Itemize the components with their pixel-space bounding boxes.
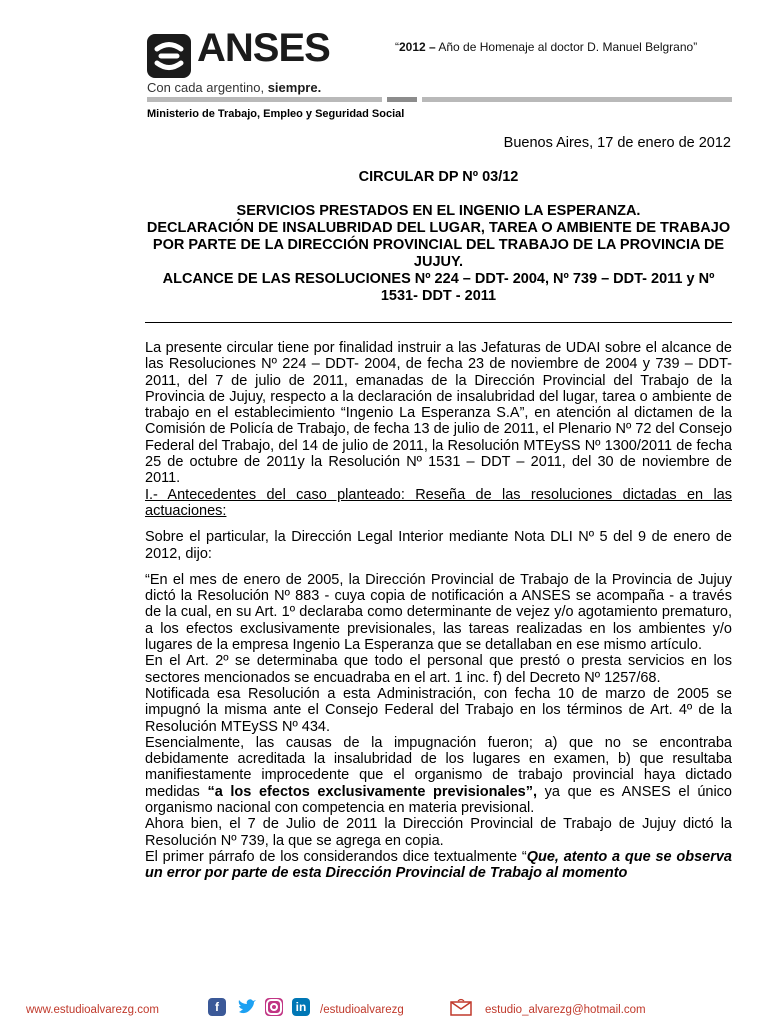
- ministry-name: Ministerio de Trabajo, Empleo y Seguridad Social: [147, 108, 405, 120]
- mail-icon: [450, 998, 472, 1016]
- social-handle[interactable]: /estudioalvarezg: [320, 1004, 404, 1016]
- anses-logo-icon: [147, 34, 191, 78]
- circular-number: CIRCULAR DP Nº 03/12: [358, 169, 519, 185]
- paragraph-resolution-739: Ahora bien, el 7 de Julio de 2011 la Dirección Provincial de Trabajo de Jujuy dictó la Resolución Nº 739, la que se agrega en copia.: [145, 816, 732, 849]
- linkedin-icon[interactable]: in: [292, 998, 310, 1016]
- divider: [145, 322, 732, 323]
- header-color-bars: [147, 97, 732, 102]
- document-date: Buenos Aires, 17 de enero de 2012: [503, 135, 731, 151]
- slogan: Con cada argentino, siempre.: [147, 80, 322, 95]
- website-link[interactable]: www.estudioalvarezg.com: [26, 1004, 159, 1016]
- twitter-icon[interactable]: [237, 998, 255, 1016]
- paragraph-dli-note: Sobre el particular, la Dirección Legal Interior mediante Nota DLI Nº 5 del 9 de enero de 2012, dijo:: [145, 529, 732, 562]
- title-line: ALCANCE DE LAS RESOLUCIONES Nº 224 – DDT- 2004, Nº 739 – DDT- 2011 y Nº 1531- DDT - 2011: [162, 271, 715, 304]
- facebook-icon[interactable]: f: [208, 998, 226, 1016]
- paragraph-art2: En el Art. 2º se determinaba que todo el personal que prestó o presta servicios en los sectores mencionados se encuadraba en el art. 1 inc. f) del Decreto Nº 1257/68.: [145, 653, 732, 686]
- paragraph-causes: Esencialmente, las causas de la impugnación fueron; a) que no se encontraba debidamente acreditada la insalubridad de los lugares en examen, b) que resultaba manifiestamente improcedente que el organismo de trabajo provincial haya dictado medidas “a los efectos exclusivamente previsionales”, ya que es ANSES el único organismo nacional con competencia en materia previsional.: [145, 734, 732, 817]
- paragraph-quote-start: “En el mes de enero de 2005, la Dirección Provincial de Trabajo de la Provincia de Jujuy dictó la Resolución Nº 883 - cuya copia de notificación a ANSES se acompaña - a través de la cual, en su Art. 1º declaraba como determinante de vejez y/o agotamiento prematuro, a los efectos exclusivamente previsionales, las tareas realizadas en los ambientes y/o lugares de la empresa Ingenio La Esperanza que se detallaban en ese mismo artículo.: [145, 571, 732, 654]
- paragraph-considerandos: El primer párrafo de los considerandos dice textualmente “Que, atento a que se observa un error por parte de esta Dirección Provincial de Trabajo al momento: [145, 848, 732, 882]
- title-line: SERVICIOS PRESTADOS EN EL INGENIO LA ESPERANZA.: [236, 203, 641, 219]
- document-title: [145, 203, 732, 305]
- logo-text: ANSES: [197, 26, 330, 70]
- year-motto: “2012 – Año de Homenaje al doctor D. Manuel Belgrano”: [395, 40, 698, 54]
- section-heading: I.- Antecedentes del caso planteado: Reseña de las resoluciones dictadas en las actuaciones:: [145, 486, 732, 519]
- email-link[interactable]: estudio_alvarezg@hotmail.com: [485, 1004, 646, 1016]
- paragraph-impugnation: Notificada esa Resolución a esta Administración, con fecha 10 de marzo de 2005 se impugnó la misma ante el Consejo Federal del Trabajo en los términos de Art. 4º de la Resolución MTEySS Nº 434.: [145, 685, 732, 735]
- instagram-icon[interactable]: [265, 998, 283, 1016]
- title-line: DECLARACIÓN DE INSALUBRIDAD DEL LUGAR, TAREA O AMBIENTE DE TRABAJO POR PARTE DE LA DIRECCIÓN PROVINCIAL DEL TRABAJO DE LA PROVINCIA DE JUJUY.: [146, 220, 731, 270]
- paragraph-intro: La presente circular tiene por finalidad instruir a las Jefaturas de UDAI sobre el alcance de las Resoluciones Nº 224 – DDT- 2004, de fecha 23 de noviembre de 2004 y 739 – DDT- 2011, del 7 de julio de 2011, emanadas de la Dirección Provincial del Trabajo de la Provincia de Jujuy, respecto a la declaración de insalubridad del lugar, tarea o ambiente de trabajo en el establecimiento “Ingenio La Esperanza S.A”, en atención al dictamen de la Comisión de Policía de Trabajo, de fecha 13 de julio de 2011, el Plenario Nº 72 del Consejo Federal del Trabajo, del 14 de julio de 2011, la Resolución MTEySS Nº 1300/2011 de fecha 25 de octubre de 2011y la Resolución Nº 1531 – DDT – 2011, del 30 de noviembre de 2011.: [145, 340, 733, 487]
- footer: [0, 998, 768, 1024]
- document-body: [145, 340, 732, 882]
